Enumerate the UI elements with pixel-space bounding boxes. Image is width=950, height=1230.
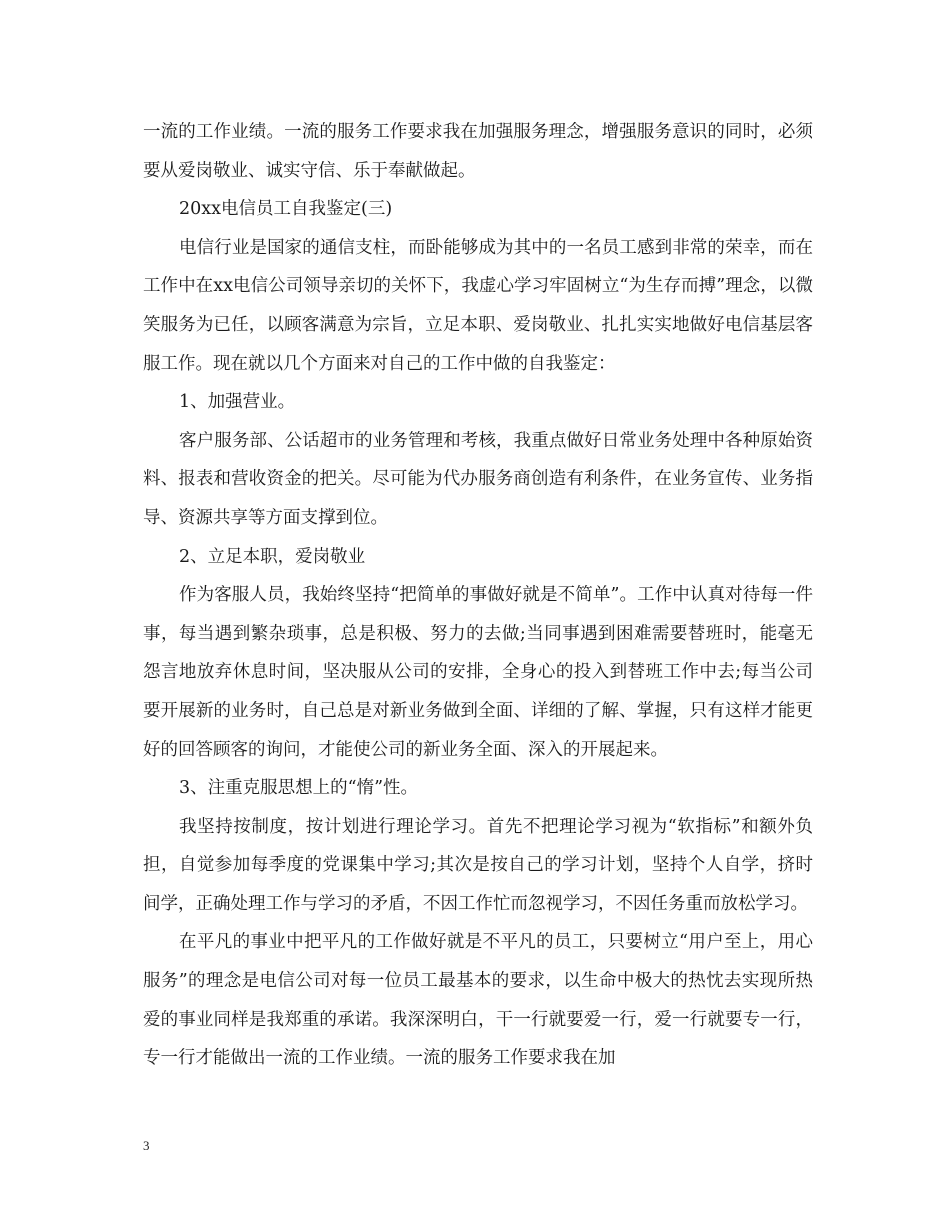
document-body: [143, 113, 813, 1078]
subsection-heading: 1、加强营业。: [179, 392, 296, 413]
page-number: 3: [143, 1138, 150, 1153]
body-paragraph: 在平凡的事业中把平凡的工作做好就是不平凡的员工，只要树立“用户至上，用心服务”的理念是电信公司对每一位员工最基本的要求，以生命中极大的热忱去实现所热爱的事业同样是我郑重的承诺。我深深明白，干一行就要爱一行，爱一行就要专一行，专一行才能做出一流的工作业绩。一流的服务工作要求我在加: [143, 932, 813, 1069]
subsection-heading: 2、立足本职，爱岗敬业: [179, 546, 366, 567]
section-heading: 20xx电信员工自我鉴定(三): [179, 199, 393, 220]
body-paragraph: 客户服务部、公话超市的业务管理和考核，我重点做好日常业务处理中各种原始资料、报表和营收资金的把关。尽可能为代办服务商创造有利条件，在业务宣传、业务指导、资源共享等方面支撑到位。: [143, 430, 813, 528]
body-paragraph: 电信行业是国家的通信支柱，而卧能够成为其中的一名员工感到非常的荣幸，而在工作中在xx电信公司领导亲切的关怀下，我虚心学习牢固树立“为生存而搏”理念，以微笑服务为已任，以顾客满意为宗旨，立足本职、爱岗敬业、扎扎实实地做好电信基层客服工作。现在就以几个方面来对自己的工作中做的自我鉴定：: [143, 237, 813, 374]
body-paragraph: 我坚持按制度，按计划进行理论学习。首先不把理论学习视为“软指标”和额外负担，自觉参加每季度的党课集中学习;其次是按自己的学习计划，坚持个人自学，挤时间学，正确处理工作与学习的矛盾，不因工作忙而忽视学习，不因任务重而放松学习。: [143, 816, 813, 914]
subsection-heading: 3、注重克服思想上的“惰”性。: [179, 778, 419, 799]
body-paragraph: 作为客服人员，我始终坚持“把简单的事做好就是不简单”。工作中认真对待每一件事，每当遇到繁杂琐事，总是积极、努力的去做;当同事遇到困难需要替班时，能毫无怨言地放弃休息时间，坚决服从公司的安排，全身心的投入到替班工作中去;每当公司要开展新的业务时，自己总是对新业务做到全面、详细的了解、掌握，只有这样才能更好的回答顾客的询问，才能使公司的新业务全面、深入的开展起来。: [143, 585, 813, 760]
paragraph-continuation: 一流的工作业绩。一流的服务工作要求我在加强服务理念，增强服务意识的同时，必须要从爱岗敬业、诚实守信、乐于奉献做起。: [143, 122, 813, 181]
